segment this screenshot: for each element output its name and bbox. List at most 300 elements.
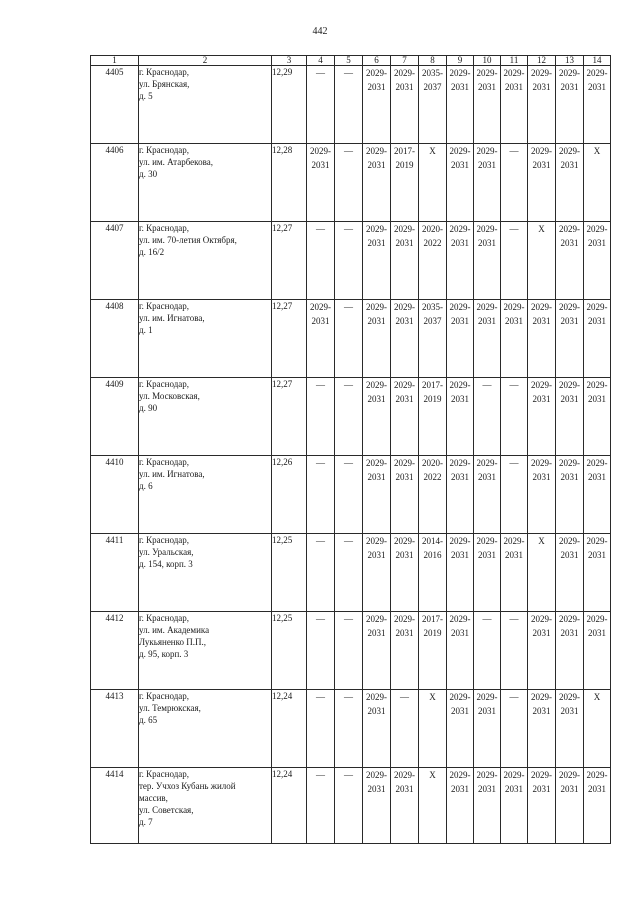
period-text: — [509, 458, 519, 468]
period-cell [391, 768, 419, 844]
period-cell [584, 300, 611, 378]
period-cell [584, 144, 611, 222]
address-cell [139, 534, 272, 612]
period-text: 2029- 2031 [503, 536, 525, 560]
period-text: 2029- 2031 [449, 302, 471, 326]
period-text: 2029- 2031 [366, 458, 387, 482]
column-header: 1 [91, 56, 139, 66]
period-cell [584, 612, 611, 690]
period-cell [363, 690, 391, 768]
row-number: 4409 [91, 378, 139, 456]
period-text: 2029- 2031 [366, 536, 387, 560]
period-cell [447, 300, 474, 378]
row-number: 4412 [91, 612, 139, 690]
period-text: 2029- 2031 [394, 68, 415, 92]
period-cell [528, 690, 556, 768]
period-text: 2029- 2031 [476, 458, 498, 482]
period-cell [584, 456, 611, 534]
period-cell [363, 456, 391, 534]
period-text: 2029- 2031 [366, 692, 387, 716]
column-header: 13 [556, 56, 584, 66]
period-cell [501, 456, 528, 534]
period-text: 2029- 2031 [449, 146, 471, 170]
period-text: — [316, 770, 325, 780]
period-text: — [316, 380, 325, 390]
period-text: 2029- 2031 [586, 770, 608, 794]
period-cell [528, 144, 556, 222]
period-text: 2029- 2031 [586, 380, 608, 404]
period-text: 2035- 2037 [422, 68, 443, 92]
buildings-table [90, 55, 611, 844]
period-text: 2029- 2031 [476, 692, 498, 716]
period-cell [419, 534, 447, 612]
period-text: 2029- 2031 [449, 380, 471, 404]
period-cell [419, 300, 447, 378]
period-cell [391, 534, 419, 612]
period-text: — [344, 302, 353, 312]
period-cell [474, 66, 501, 144]
address-line: ул. им. Игнатова, [139, 313, 205, 323]
value-cell: 12,27 [272, 300, 307, 378]
period-text: 2029- 2031 [310, 146, 331, 170]
address-line: ул. им. Академика [139, 625, 210, 635]
period-cell [391, 300, 419, 378]
table-row [91, 612, 611, 690]
period-cell [363, 378, 391, 456]
period-cell [307, 456, 335, 534]
address-line: ул. им. 70-летия Октября, [139, 235, 237, 245]
row-number: 4410 [91, 456, 139, 534]
period-text: 2029- 2031 [476, 224, 498, 248]
address-line: ул. Темрюкская, [139, 703, 201, 713]
page-number: 442 [312, 26, 328, 37]
address-cell [139, 612, 272, 690]
period-cell [501, 690, 528, 768]
period-text: 2029- 2031 [586, 614, 608, 638]
period-text: 2029- 2031 [449, 770, 471, 794]
address-line: д. 30 [139, 169, 158, 179]
period-cell [419, 66, 447, 144]
period-text: Х [538, 224, 545, 234]
period-cell [474, 144, 501, 222]
period-text: 2029- 2031 [449, 536, 471, 560]
period-cell [335, 690, 363, 768]
period-text: Х [429, 770, 436, 780]
period-text: 2029- 2031 [586, 224, 608, 248]
column-number-row [91, 56, 611, 66]
period-text: Х [429, 692, 436, 702]
period-cell [391, 222, 419, 300]
period-cell [447, 612, 474, 690]
row-number: 4405 [91, 66, 139, 144]
period-cell [528, 66, 556, 144]
address-line: г. Краснодар, [139, 613, 190, 623]
period-text: 2029- 2031 [559, 224, 580, 248]
period-text: 2029- 2031 [559, 380, 580, 404]
address-line: д. 90 [139, 403, 158, 413]
period-cell [307, 690, 335, 768]
period-text: 2029- 2031 [394, 614, 415, 638]
address-line: г. Краснодар, [139, 379, 190, 389]
address-line: г. Краснодар, [139, 67, 190, 77]
period-cell [501, 300, 528, 378]
period-cell [474, 768, 501, 844]
period-cell [335, 222, 363, 300]
period-text: 2029- 2031 [586, 458, 608, 482]
period-text: Х [538, 536, 545, 546]
period-text: 2029- 2031 [559, 692, 580, 716]
period-cell [556, 300, 584, 378]
period-text: Х [593, 146, 601, 156]
period-text: — [344, 536, 353, 546]
period-cell [556, 768, 584, 844]
period-cell [419, 144, 447, 222]
period-cell [501, 144, 528, 222]
value-cell: 12,27 [272, 378, 307, 456]
value-cell: 12,25 [272, 534, 307, 612]
address-line: ул. Советская, [139, 805, 194, 815]
address-cell [139, 66, 272, 144]
period-cell [528, 768, 556, 844]
period-cell [556, 222, 584, 300]
row-number: 4413 [91, 690, 139, 768]
address-line: ул. им. Игнатова, [139, 469, 205, 479]
period-cell [419, 456, 447, 534]
period-cell [556, 66, 584, 144]
period-cell [501, 222, 528, 300]
address-cell [139, 222, 272, 300]
period-text: — [509, 380, 519, 390]
period-text: 2029- 2031 [449, 68, 471, 92]
period-cell [556, 690, 584, 768]
address-line: г. Краснодар, [139, 691, 190, 701]
period-cell [447, 534, 474, 612]
period-text: Х [593, 692, 601, 702]
period-text: — [509, 614, 519, 624]
period-cell [391, 456, 419, 534]
value-cell: 12,26 [272, 456, 307, 534]
period-text: — [316, 536, 325, 546]
period-text: 2029- 2031 [449, 614, 471, 638]
period-cell [556, 144, 584, 222]
period-text: 2029- 2031 [394, 224, 415, 248]
period-text: — [400, 692, 409, 702]
period-cell [528, 300, 556, 378]
address-line: д. 6 [139, 481, 153, 491]
period-text: 2029- 2031 [559, 302, 580, 326]
period-cell [474, 456, 501, 534]
period-cell [419, 612, 447, 690]
period-text: 2029- 2031 [476, 302, 498, 326]
period-text: 2017- 2019 [394, 146, 415, 170]
period-cell [474, 690, 501, 768]
value-cell: 12,25 [272, 612, 307, 690]
period-text: — [344, 68, 353, 78]
period-text: 2029- 2031 [531, 146, 552, 170]
address-line: д. 5 [139, 91, 153, 101]
table-row [91, 222, 611, 300]
address-line: д. 7 [139, 817, 153, 827]
period-text: 2029- 2031 [449, 692, 471, 716]
period-text: 2029- 2031 [366, 68, 387, 92]
period-cell [335, 144, 363, 222]
period-text: 2029- 2031 [531, 302, 552, 326]
period-cell [528, 456, 556, 534]
period-text: — [344, 770, 353, 780]
period-cell [447, 768, 474, 844]
period-cell [474, 612, 501, 690]
period-text: 2029- 2031 [476, 146, 498, 170]
column-header: 10 [474, 56, 501, 66]
period-cell [391, 612, 419, 690]
period-cell [584, 534, 611, 612]
row-number: 4414 [91, 768, 139, 844]
period-cell [307, 534, 335, 612]
value-cell: 12,24 [272, 768, 307, 844]
period-cell [307, 222, 335, 300]
period-cell [474, 300, 501, 378]
period-cell [363, 768, 391, 844]
address-line: Лукьяненко П.П., [139, 637, 207, 647]
period-cell [363, 300, 391, 378]
address-line: д. 16/2 [139, 247, 165, 257]
period-text: 2029- 2031 [503, 302, 525, 326]
table-row [91, 66, 611, 144]
address-line: массив, [139, 793, 168, 803]
address-line: ул. Московская, [139, 391, 200, 401]
period-cell [363, 612, 391, 690]
address-cell [139, 144, 272, 222]
period-text: 2029- 2031 [531, 770, 552, 794]
period-cell [584, 768, 611, 844]
period-cell [501, 378, 528, 456]
address-cell [139, 768, 272, 844]
period-cell [447, 378, 474, 456]
period-text: 2029- 2031 [366, 302, 387, 326]
period-cell [447, 66, 474, 144]
period-text: 2029- 2031 [394, 458, 415, 482]
period-cell [501, 768, 528, 844]
period-cell [447, 222, 474, 300]
address-line: г. Краснодар, [139, 769, 190, 779]
period-text: 2029- 2031 [394, 536, 415, 560]
period-text: 2029- 2031 [586, 68, 608, 92]
period-cell [501, 66, 528, 144]
value-cell: 12,27 [272, 222, 307, 300]
period-cell [419, 222, 447, 300]
period-cell [584, 222, 611, 300]
period-cell [307, 66, 335, 144]
column-header: 8 [419, 56, 447, 66]
table-row [91, 300, 611, 378]
column-header: 4 [307, 56, 335, 66]
period-cell [584, 378, 611, 456]
period-text: — [316, 614, 325, 624]
period-text: 2029- 2031 [310, 302, 331, 326]
period-text: — [344, 146, 353, 156]
address-cell [139, 300, 272, 378]
period-text: — [344, 692, 353, 702]
address-line: д. 65 [139, 715, 158, 725]
period-cell [307, 378, 335, 456]
period-text: 2014- 2016 [422, 536, 443, 560]
period-cell [335, 534, 363, 612]
period-cell [335, 456, 363, 534]
period-cell [501, 534, 528, 612]
row-number: 4408 [91, 300, 139, 378]
column-header: 9 [447, 56, 474, 66]
period-cell [556, 378, 584, 456]
row-number: 4407 [91, 222, 139, 300]
period-text: 2029- 2031 [476, 68, 498, 92]
table-row [91, 768, 611, 844]
address-line: г. Краснодар, [139, 145, 190, 155]
period-cell [447, 456, 474, 534]
period-text: 2035- 2037 [422, 302, 443, 326]
address-line: г. Краснодар, [139, 223, 190, 233]
column-header: 12 [528, 56, 556, 66]
period-text: 2029- 2031 [531, 614, 552, 638]
period-cell [363, 66, 391, 144]
period-text: Х [429, 146, 436, 156]
period-cell [501, 612, 528, 690]
address-line: г. Краснодар, [139, 457, 190, 467]
column-header: 2 [139, 56, 272, 66]
column-header: 11 [501, 56, 528, 66]
period-cell [447, 144, 474, 222]
period-text: 2029- 2031 [586, 302, 608, 326]
address-cell [139, 378, 272, 456]
period-text: — [344, 224, 353, 234]
period-text: 2029- 2031 [531, 458, 552, 482]
period-cell [528, 612, 556, 690]
period-text: — [316, 224, 325, 234]
period-cell [584, 66, 611, 144]
period-text: 2029- 2031 [531, 380, 552, 404]
period-text: 2029- 2031 [366, 380, 387, 404]
period-text: 2029- 2031 [366, 770, 387, 794]
period-cell [419, 690, 447, 768]
period-text: 2029- 2031 [394, 770, 415, 794]
row-number: 4406 [91, 144, 139, 222]
period-text: 2029- 2031 [503, 68, 525, 92]
period-cell [556, 456, 584, 534]
column-header: 7 [391, 56, 419, 66]
period-cell [556, 534, 584, 612]
period-cell [307, 300, 335, 378]
period-text: — [509, 692, 519, 702]
period-text: 2029- 2031 [449, 224, 471, 248]
address-cell [139, 456, 272, 534]
table-row [91, 534, 611, 612]
period-cell [474, 378, 501, 456]
address-line: д. 154, корп. 3 [139, 559, 193, 569]
address-line: г. Краснодар, [139, 301, 190, 311]
period-cell [307, 612, 335, 690]
period-cell [335, 66, 363, 144]
period-cell [556, 612, 584, 690]
period-text: — [316, 692, 325, 702]
period-text: 2017- 2019 [422, 614, 443, 638]
period-cell [307, 768, 335, 844]
period-text: — [316, 458, 325, 468]
value-cell: 12,29 [272, 66, 307, 144]
table-row [91, 456, 611, 534]
period-text: — [509, 146, 519, 156]
period-text: — [344, 614, 353, 624]
period-text: 2029- 2031 [531, 68, 552, 92]
period-cell [528, 222, 556, 300]
address-line: тер. Учхоз Кубань жилой [139, 781, 236, 791]
period-cell [335, 300, 363, 378]
period-cell [335, 768, 363, 844]
period-text: 2029- 2031 [366, 224, 387, 248]
table-row [91, 690, 611, 768]
period-text: — [482, 380, 492, 390]
period-text: 2029- 2031 [476, 536, 498, 560]
period-cell [474, 222, 501, 300]
address-line: г. Краснодар, [139, 535, 190, 545]
period-text: 2029- 2031 [559, 146, 580, 170]
address-line: ул. Брянская, [139, 79, 190, 89]
period-cell [528, 378, 556, 456]
period-text: 2029- 2031 [586, 536, 608, 560]
column-header: 6 [363, 56, 391, 66]
period-text: 2029- 2031 [366, 614, 387, 638]
period-cell [584, 690, 611, 768]
row-number: 4411 [91, 534, 139, 612]
period-text: 2029- 2031 [559, 770, 580, 794]
period-text: 2029- 2031 [366, 146, 387, 170]
period-cell [419, 768, 447, 844]
table-row [91, 378, 611, 456]
period-text: — [509, 224, 519, 234]
period-cell [363, 144, 391, 222]
period-text: 2020- 2022 [422, 224, 443, 248]
period-text: — [316, 68, 325, 78]
table-row [91, 144, 611, 222]
period-text: 2029- 2031 [559, 614, 580, 638]
address-cell [139, 690, 272, 768]
period-text: 2029- 2031 [449, 458, 471, 482]
period-cell [391, 144, 419, 222]
period-cell [474, 534, 501, 612]
period-text: — [344, 380, 353, 390]
period-text: 2017- 2019 [422, 380, 443, 404]
period-text: 2029- 2031 [531, 692, 552, 716]
address-line: д. 95, корп. 3 [139, 649, 189, 659]
address-line: д. 1 [139, 325, 153, 335]
period-text: 2029- 2031 [559, 68, 580, 92]
period-cell [391, 690, 419, 768]
period-cell [307, 144, 335, 222]
period-text: 2020- 2022 [422, 458, 443, 482]
column-header: 5 [335, 56, 363, 66]
column-header: 3 [272, 56, 307, 66]
period-cell [419, 378, 447, 456]
value-cell: 12,24 [272, 690, 307, 768]
period-text: 2029- 2031 [559, 458, 580, 482]
period-cell [363, 222, 391, 300]
period-text: 2029- 2031 [394, 380, 415, 404]
period-cell [335, 378, 363, 456]
column-header: 14 [584, 56, 611, 66]
period-cell [447, 690, 474, 768]
period-text: 2029- 2031 [394, 302, 415, 326]
period-text: 2029- 2031 [476, 770, 498, 794]
period-cell [528, 534, 556, 612]
period-cell [363, 534, 391, 612]
